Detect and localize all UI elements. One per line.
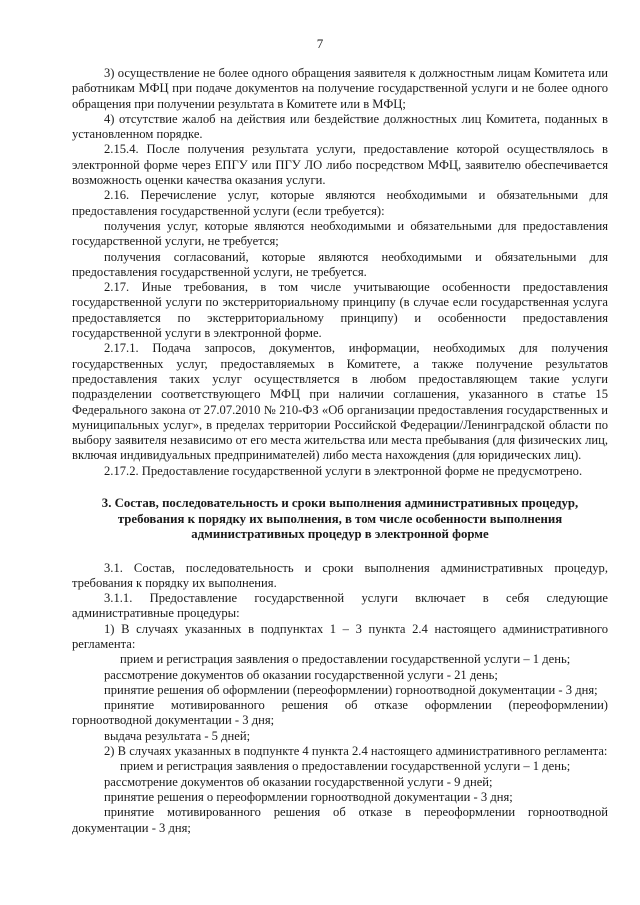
page-number: 7: [316, 36, 324, 51]
paragraph-3-appeals: 3) осуществление не более одного обращения заявителя к должностным лицам Комитета или работникам МФЦ при подаче документов на получение государственной услуги и не более одного обращения при получении результата в Комитете или в МФЦ;: [72, 66, 608, 111]
paragraph-2-16-services: получения услуг, которые являются необходимыми и обязательными для предоставления государственной услуги, не требуется;: [72, 218, 608, 249]
paragraph-2-16: 2.16. Перечисление услуг, которые являются необходимыми и обязательными для предоставления государственной услуги (если требуется):: [72, 188, 608, 218]
case-1-step-review: рассмотрение документов об оказании государственной услуги - 21 день;: [104, 667, 498, 682]
case-2-step-review: рассмотрение документов об оказании государственной услуги - 9 дней;: [104, 774, 493, 789]
case-1-step-refusal: принятие мотивированного решения об отказе оформлении (переоформлении) горноотводной документации - 3 дня;: [72, 698, 608, 728]
case-1-heading: 1) В случаях указанных в подпунктах 1 – 3 пункта 2.4 настоящего административного регламента:: [72, 621, 608, 651]
case-1-step-issue: выдача результата - 5 дней;: [104, 728, 251, 743]
section-3-title: 3. Состав, последовательность и сроки выполнения административных процедур, требования к порядку их выполнения, в том числе особенности выполнения административных процедур в электронной форме: [101, 496, 579, 542]
case-2-step-refusal: принятие мотивированного решения об отказе в переоформлении горноотводной документации - 3 дня;: [72, 805, 608, 835]
case-1-step-decision: принятие решения об оформлении (переоформлении) горноотводной документации - 3 дня;: [104, 682, 598, 697]
paragraph-2-17-1: 2.17.1. Подача запросов, документов, информации, необходимых для получения государственных услуг, предоставляемых в Комитете, а также получение результатов предоставления таких услуг осуществляется в любом предоставляющем такие услуги подразделении соответствующего МФЦ при наличии соглашения, указанного в статье 15 Федерального закона от 27.07.2010 № 210-ФЗ «Об организации предоставления государственных и муниципальных услуг», в пределах территории Российской Федерации/Ленинградской области по выбору заявителя независимо от его места жительства или места пребывания (для физических лиц, включая индивидуальных предпринимателей) либо места нахождения (для юридических лиц).: [72, 341, 608, 463]
paragraph-2-17-2: 2.17.2. Предоставление государственной услуги в электронной форме не предусмотрено.: [104, 463, 583, 478]
document-body: [72, 66, 608, 836]
case-2-step-intake: прием и регистрация заявления о предоставлении государственной услуги – 1 день;: [120, 759, 571, 774]
case-1-step-intake: прием и регистрация заявления о предоставлении государственной услуги – 1 день;: [120, 652, 571, 667]
paragraph-3-1: 3.1. Состав, последовательность и сроки выполнения административных процедур, требования к порядку их выполнения.: [72, 560, 608, 590]
case-2-step-decision: принятие решения о переоформлении горноотводной документации - 3 дня;: [104, 789, 513, 804]
case-2-heading: 2) В случаях указанных в подпункте 4 пункта 2.4 настоящего административного регламента:: [104, 744, 608, 759]
paragraph-3-1-1: 3.1.1. Предоставление государственной услуги включает в себя следующие административные процедуры:: [72, 591, 608, 621]
paragraph-2-16-approvals: получения согласований, которые являются необходимыми и обязательными для предоставления государственной услуги, не требуется.: [72, 249, 608, 279]
paragraph-2-15-4: 2.15.4. После получения результата услуги, предоставление которой осуществлялось в электронной форме через ЕПГУ или ПГУ ЛО либо посредством МФЦ, заявителю обеспечивается возможность оценки качества оказания услуги.: [72, 142, 608, 188]
paragraph-2-17: 2.17. Иные требования, в том числе учитывающие особенности предоставления государственной услуги по экстерриториальному принципу (в случае если государственная услуга предоставляется по экстерриториальному принципу) и особенности предоставления государственной услуги в электронной форме.: [72, 280, 608, 341]
paragraph-4-complaints: 4) отсутствие жалоб на действия или бездействие должностных лиц Комитета, поданных в установленном порядке.: [72, 111, 608, 142]
